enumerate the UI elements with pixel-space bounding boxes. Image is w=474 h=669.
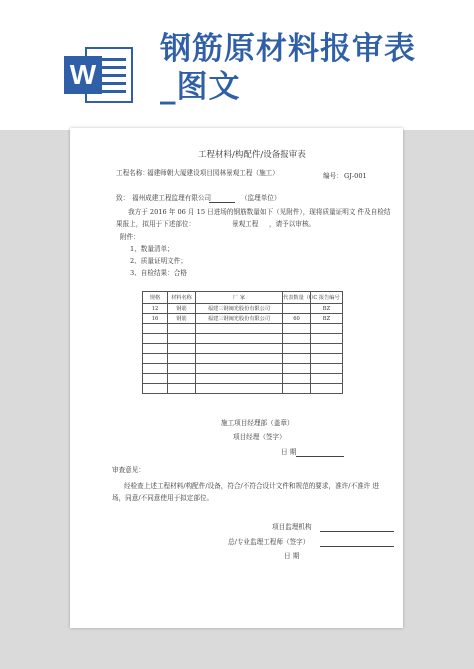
date-underline [296, 456, 344, 457]
table-cell [168, 354, 196, 364]
attachment-item: 2、质量证明文件； [130, 257, 187, 265]
blank-underline [209, 202, 235, 203]
materials-table [142, 291, 343, 394]
number-label: 编号： [323, 172, 343, 180]
table-cell [143, 364, 168, 374]
table-cell [311, 364, 343, 374]
column-header: 代表数量（t） [283, 292, 311, 304]
banner [0, 0, 474, 130]
contractor-dept: 施工项目经理部（盖章） [221, 419, 294, 427]
column-header: 材料名称 [168, 292, 196, 304]
word-document-icon [64, 44, 134, 106]
table-cell [311, 324, 343, 334]
usage-location: 景观工程 [232, 220, 259, 228]
table-cell [143, 384, 168, 394]
page-title [160, 30, 416, 106]
table-row [143, 384, 343, 394]
table-cell [196, 364, 283, 374]
table-cell [168, 374, 196, 384]
supervision-org: 项目监理机构 [272, 523, 312, 531]
table-row [143, 354, 343, 364]
table-cell [143, 334, 168, 344]
column-header: 厂 家 [196, 292, 283, 304]
attachment-item: 3、自检结果：合格 [130, 269, 187, 277]
table-cell: 福建三钢闽光股份有限公司 [196, 314, 283, 324]
table-row [143, 324, 343, 334]
statement-line-2a: 果报上，拟用于下述部位： [116, 220, 196, 228]
table-cell [311, 344, 343, 354]
org-underline [320, 531, 394, 532]
review-line-1: 经检查上述工程材料/构配件/设备，符合/不符合设计文件和规范的要求，准许/不准许 进 [124, 482, 379, 490]
date-label: 日 期 [281, 448, 297, 456]
project-label: 工程名称： [116, 169, 149, 177]
table-cell [283, 354, 311, 364]
table-row [143, 364, 343, 374]
table-cell: 12 [143, 304, 168, 314]
table-cell: 福建三钢闽光股份有限公司 [196, 304, 283, 314]
table-cell: 16 [143, 314, 168, 324]
table-cell [283, 384, 311, 394]
table-cell [311, 384, 343, 394]
table-cell [311, 354, 343, 364]
attachments-label: 附件： [120, 233, 140, 241]
supervisor-suffix: （监理单位） [241, 194, 281, 202]
table-cell [196, 324, 283, 334]
review-label: 审查意见： [112, 466, 145, 474]
supervisor-name: 福州成建工程监理有限公司 [132, 194, 212, 202]
table-cell [196, 374, 283, 384]
table-row [143, 304, 343, 314]
table-cell: BZ [311, 314, 343, 324]
project-manager-signature: 项目经理（签字） [233, 433, 286, 441]
form-title: 工程材料/构配件/设备报审表 [198, 150, 306, 160]
table-row [143, 334, 343, 344]
table-cell [143, 374, 168, 384]
logo-letter: W [69, 59, 97, 90]
table-cell [311, 374, 343, 384]
statement-line-2c: ，请予以审核。 [269, 220, 316, 228]
table-cell [283, 324, 311, 334]
table-cell: 钢筋 [168, 314, 196, 324]
table-cell [283, 374, 311, 384]
title-line-1: 钢筋原材料报审表 [160, 31, 416, 67]
title-line-2: _图文 [160, 69, 241, 105]
table-row [143, 314, 343, 324]
number-value: GJ-001 [344, 172, 367, 180]
table-cell: BZ [311, 304, 343, 314]
column-header: 规格 [143, 292, 168, 304]
table-cell [168, 344, 196, 354]
table-cell: 钢筋 [168, 304, 196, 314]
table-cell [196, 384, 283, 394]
project-name: 福建师朝大厦建设项目园林景观工程（施工） [147, 169, 279, 177]
table-cell: 60 [283, 314, 311, 324]
table-cell [196, 344, 283, 354]
table-cell [283, 344, 311, 354]
table-cell [311, 334, 343, 344]
table-row [143, 344, 343, 354]
table-cell [168, 334, 196, 344]
review-line-2: 场，同意/不同意使用于拟定部位。 [112, 494, 214, 502]
engineer-underline [320, 546, 394, 547]
table-cell [283, 364, 311, 374]
table-cell [196, 354, 283, 364]
table-cell [196, 334, 283, 344]
attachment-item: 1、数量清单； [130, 245, 174, 253]
table-cell [168, 384, 196, 394]
table-header-row [143, 292, 343, 304]
table-cell [283, 304, 311, 314]
table-cell [283, 334, 311, 344]
date-label-2: 日 期 [284, 552, 300, 560]
table-row [143, 374, 343, 384]
table-cell [143, 324, 168, 334]
to-label: 致： [116, 194, 130, 202]
column-header: C 报告编号 [311, 292, 343, 304]
table-cell [143, 344, 168, 354]
statement-line-1: 我方于 2016 年 06 月 15 日进场的钢筋数量如下（见附件），现将质量证明文 件及自检结 [128, 208, 391, 216]
document-page [70, 128, 403, 628]
table-cell [143, 354, 168, 364]
table-cell [168, 324, 196, 334]
chief-engineer-signature: 总/专业监理工程师（签字） [228, 538, 310, 546]
table-cell [168, 364, 196, 374]
